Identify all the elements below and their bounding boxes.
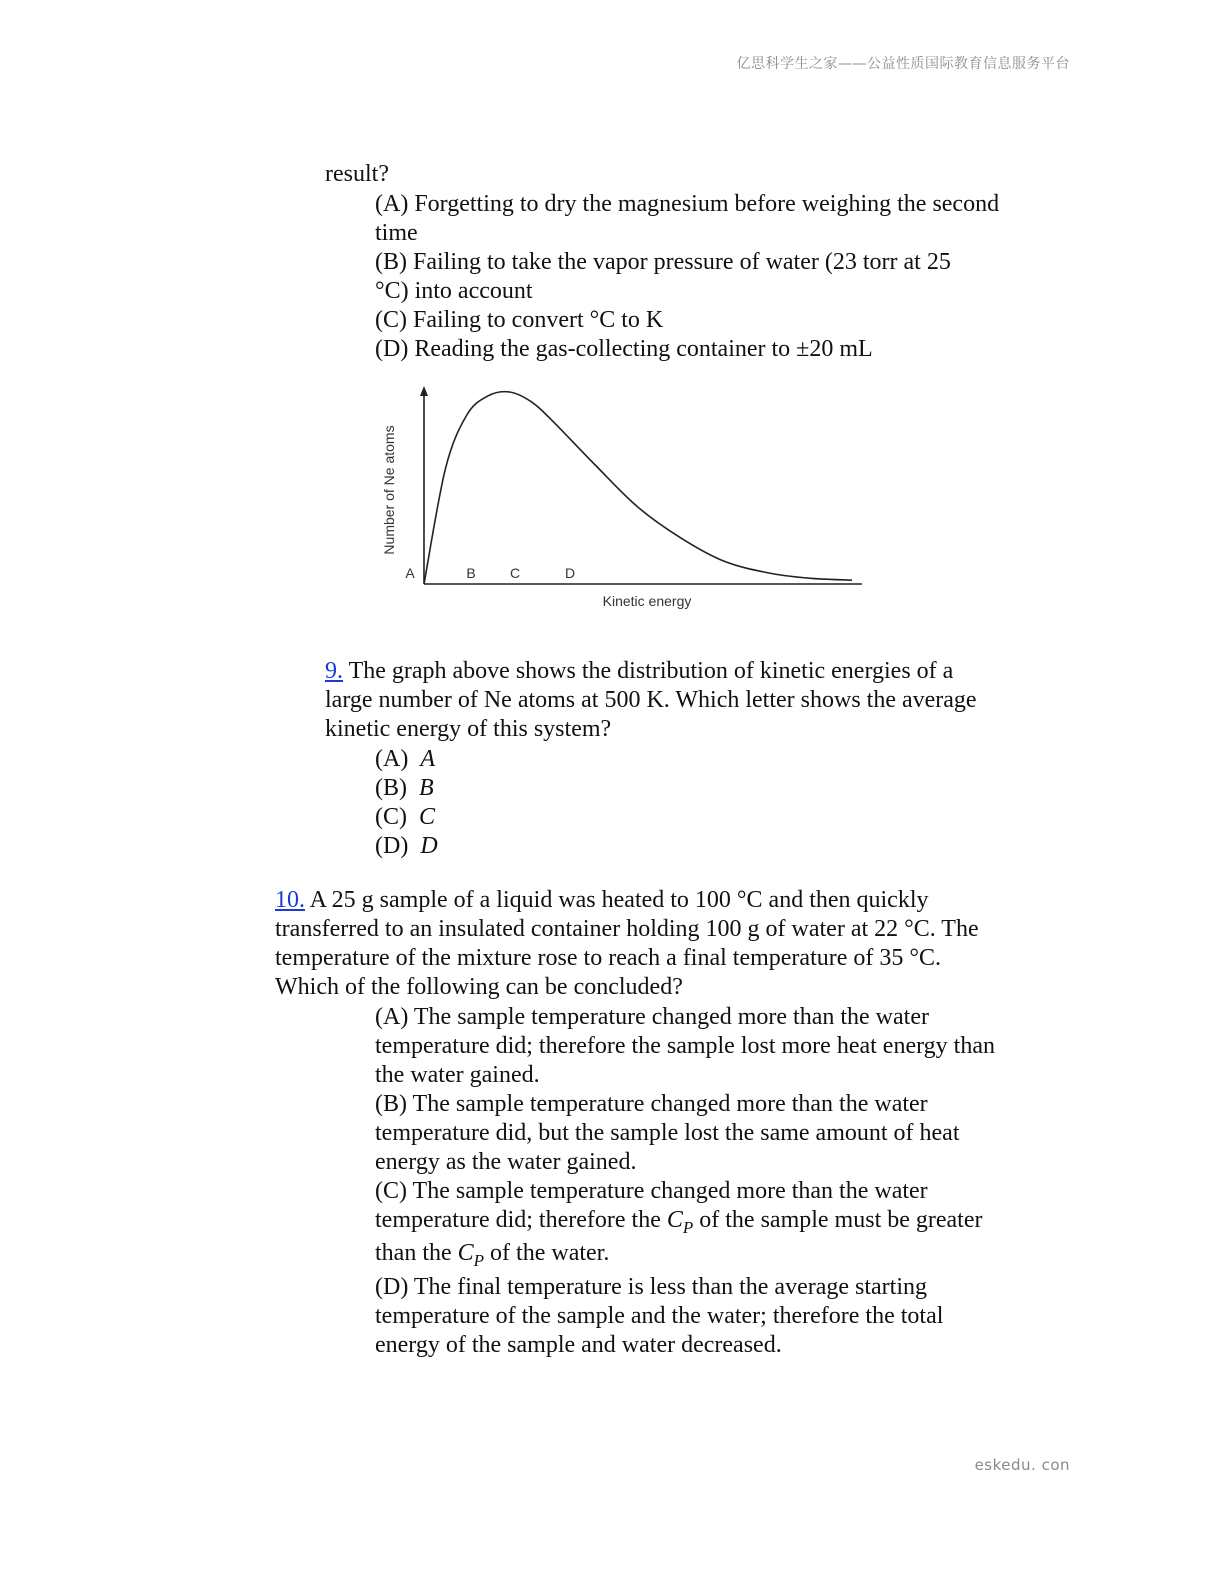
y-axis-label: Number of Ne atoms xyxy=(381,425,397,555)
q10-choice-b-line2: temperature did, but the sample lost the same amount of heat xyxy=(375,1120,960,1146)
y-axis-arrow xyxy=(420,386,428,396)
cp-subscript-2: P xyxy=(473,1251,485,1270)
cp-symbol-2: C xyxy=(457,1240,474,1266)
q10-choice-a-line1: (A) The sample temperature changed more than the water xyxy=(375,1004,929,1030)
q10-choice-c-line3: than the $C_P$ of the water. xyxy=(375,1240,610,1270)
kinetic-energy-distribution-chart xyxy=(370,380,880,620)
page-header: 亿思科学生之家——公益性质国际教育信息服务平台 xyxy=(736,56,1070,72)
q9-stem-line1 xyxy=(325,657,953,686)
cp-subscript: P xyxy=(682,1218,694,1237)
q9-choice-a: (A) A xyxy=(375,746,435,772)
marker-b: B xyxy=(466,565,476,581)
q8-choice-a-line2: time xyxy=(375,220,418,246)
q10-choice-d-line3: energy of the sample and water decreased. xyxy=(375,1332,782,1358)
q9-choice-d: (D) D xyxy=(375,833,438,859)
q10-stem-line1 xyxy=(275,886,929,915)
q9-stem-text1: The graph above shows the distribution of kinetic energies of a xyxy=(343,658,954,684)
q9-stem-line3: kinetic energy of this system? xyxy=(325,716,612,742)
q9-choice-c: (C) C xyxy=(375,804,436,830)
cp-symbol: C xyxy=(666,1207,683,1233)
q10-choice-b-line3: energy as the water gained. xyxy=(375,1149,637,1175)
q10-choice-d-line1: (D) The final temperature is less than the average starting xyxy=(375,1274,928,1300)
q8-choice-b-line1: (B) Failing to take the vapor pressure of water (23 torr at 25 xyxy=(375,249,951,275)
q8-stem-end: result? xyxy=(325,161,389,187)
q10-choice-a-line2: temperature did; therefore the sample lost more heat energy than xyxy=(375,1033,995,1059)
q10-choice-d-line2: temperature of the sample and the water; therefore the total xyxy=(375,1303,944,1329)
q10-stem-line4: Which of the following can be concluded? xyxy=(275,974,683,1000)
q10-choice-c-line2: temperature did; therefore the $C_P$ of the sample must be greater xyxy=(375,1207,983,1237)
q9-stem-line2: large number of Ne atoms at 500 K. Which letter shows the average xyxy=(325,687,977,713)
marker-c: C xyxy=(509,565,521,581)
q10-number-link[interactable]: 10. xyxy=(275,887,305,913)
q10-stem-line2: transferred to an insulated container holding 100 g of water at 22 °C. The xyxy=(275,916,979,942)
q10-stem-text1: A 25 g sample of a liquid was heated to 100 °C and then quickly xyxy=(305,887,929,913)
marker-d: D xyxy=(564,565,576,581)
q10-choice-c-line1: (C) The sample temperature changed more than the water xyxy=(375,1178,928,1204)
q9-choice-b: (B) B xyxy=(375,775,434,801)
q8-choice-b-line2: °C) into account xyxy=(375,278,533,304)
q10-choice-b-line1: (B) The sample temperature changed more than the water xyxy=(375,1091,928,1117)
q8-choice-c: (C) Failing to convert °C to K xyxy=(375,307,664,333)
q8-choice-d: (D) Reading the gas-collecting container to ±20 mL xyxy=(375,336,873,362)
q9-number-link[interactable]: 9. xyxy=(325,658,343,684)
page-footer: eskedu. con xyxy=(974,1456,1070,1474)
marker-a: A xyxy=(405,565,415,581)
q8-choice-a-line1: (A) Forgetting to dry the magnesium before weighing the second xyxy=(375,191,1000,217)
distribution-curve xyxy=(424,392,852,584)
x-axis-label: Kinetic energy xyxy=(602,593,692,609)
q10-stem-line3: temperature of the mixture rose to reach a final temperature of 35 °C. xyxy=(275,945,941,971)
q10-choice-a-line3: the water gained. xyxy=(375,1062,540,1088)
